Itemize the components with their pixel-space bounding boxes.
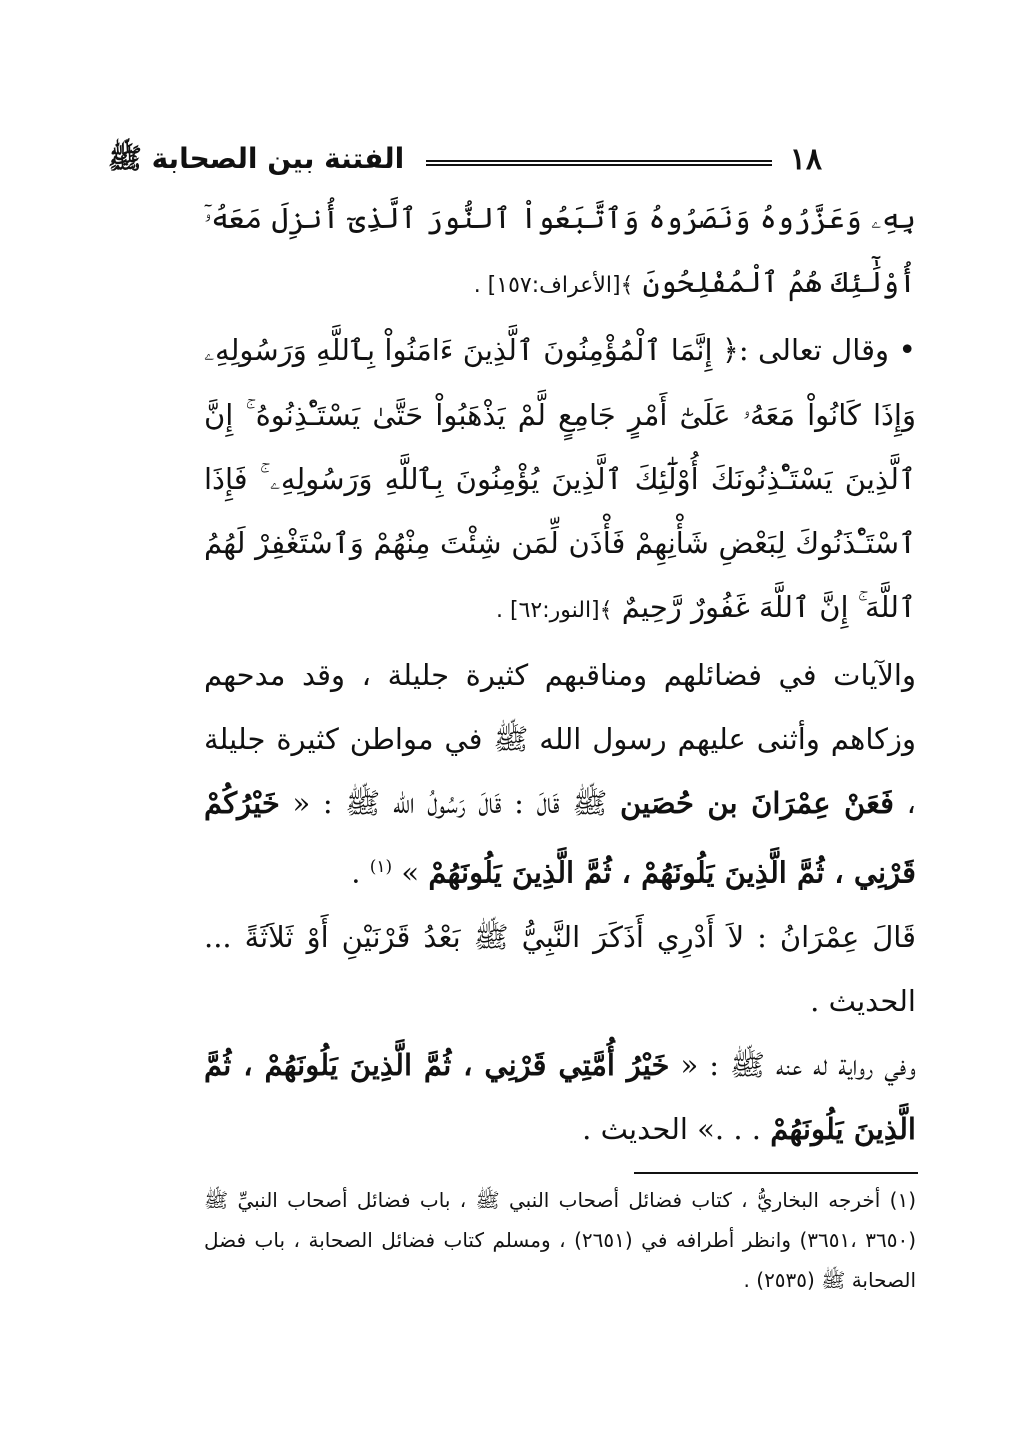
quran-verse: بِهِۦ وَعَزَّرُوهُ وَنَصَرُوهُ وَٱتَّبَعُواْ ٱلنُّورَ ٱلَّذِىٓ أُنزِلَ مَعَهُۥٓ أُوْلَٰٓئِكَ هُمُ ٱلْمُفْلِحُونَ: [204, 201, 916, 299]
sentence-end: .: [351, 855, 370, 890]
paragraph-imran: [204, 905, 916, 1033]
verse-reference: ﴾[الأعراف:١٥٧] .: [473, 273, 634, 298]
footnotes: [204, 1180, 916, 1300]
page-number: ١٨: [789, 142, 822, 177]
paragraph-companions: [204, 643, 916, 905]
verse-reference: ﴾[النور:٦٢] .: [495, 598, 613, 623]
body-text: [204, 186, 916, 1161]
footnote-rule: [634, 1172, 918, 1174]
paragraph-text: وفي رواية له عنه ﷺ : «: [669, 1047, 917, 1082]
quote-close: »: [392, 855, 429, 890]
running-title: الفتنة بين الصحابة ﷺ: [108, 142, 405, 175]
paragraph-text: قَالَ عِمْرَانُ : لاَ أَدْرِي أَذَكَرَ النَّبِيُّ ﷺ بَعْدُ قَرْنَيْنِ أَوْ ثَلاَثَةً ... الحديث .: [204, 919, 916, 1018]
footnote-marker: (١): [369, 857, 393, 877]
paragraph-quran-araf: [204, 186, 916, 318]
paragraph-narration: [204, 1033, 916, 1161]
hadith-text: خَيْرُكُمْ قَرْنِي ، ثُمَّ الَّذِينَ يَلُونَهُمْ ، ثُمَّ الَّذِينَ يَلُونَهُمْ: [204, 786, 916, 890]
bullet: •: [898, 333, 917, 368]
quran-verse: إِنَّمَا ٱلْمُؤْمِنُونَ ٱلَّذِينَ ءَامَنُواْ بِٱللَّهِ وَرَسُولِهِۦ وَإِذَا كَانُواْ مَعَهُۥ عَلَىٰٓ أَمْرٍ جَامِعٍ لَّمْ يَذْهَبُواْ حَتَّىٰ يَسْتَـْٔذِنُوهُ ۚ إِنَّ ٱلَّذِينَ يَسْتَـْٔذِنُونَكَ أُوْلَٰٓئِكَ ٱلَّذِينَ يُؤْمِنُونَ بِٱللَّهِ وَرَسُولِهِۦ ۚ فَإِذَا ٱسْتَـْٔذَنُوكَ لِبَعْضِ شَأْنِهِمْ فَأْذَن لِّمَن شِئْتَ مِنْهُمْ وَٱسْتَغْفِرْ لَهُمُ ٱللَّهَ ۚ إِنَّ ٱللَّهَ غَفُورٌ رَّحِيمٌ: [204, 333, 916, 624]
verse-intro: وقال تعالى :﴿: [721, 333, 889, 367]
page-header: [108, 140, 822, 184]
paragraph-text: والآيات في فضائلهم ومناقبهم كثيرة جليلة ، وقد مدحهم وزكاهم وأثنى عليهم رسول الله ﷺ في مواطن كثيرة جليلة ،: [204, 658, 916, 820]
paragraph-quran-nur: [204, 318, 916, 643]
paragraph-text: . . .» الحديث .: [582, 1111, 771, 1146]
narrator-name: فَعَنْ عِمْرَانَ بن حُصَين: [620, 786, 894, 820]
header-rule: [426, 160, 772, 166]
paragraph-text: ﷺ قَالَ : قَالَ رَسُولُ الله ﷺ : «: [279, 786, 620, 820]
footnote-1: (١) أخرجه البخاريُّ ، كتاب فضائل أصحاب النبي ﷺ ، باب فضائل أصحاب النبيِّ ﷺ (٣٦٥٠ ،٣٦٥١) وانظر أطرافه في (٢٦٥١) ، ومسلم كتاب فضائل الصحابة ، باب فضل الصحابة ﷺ (٢٥٣٥) .: [204, 1188, 917, 1292]
hadith-text: خَيْرُ أُمَّتِي قَرْنِي ، ثُمَّ الَّذِينَ يَلُونَهُمْ ، ثُمَّ الَّذِينَ يَلُونَهُمْ: [204, 1047, 916, 1146]
